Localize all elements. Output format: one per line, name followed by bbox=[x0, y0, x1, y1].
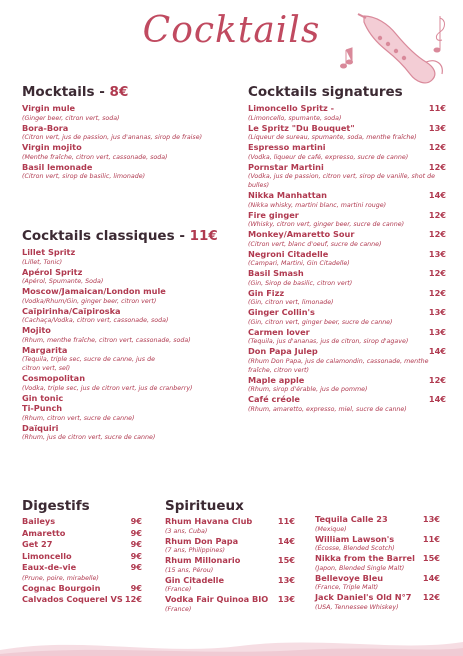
list-item: Negroni Citadelle 13€ (Campari, Martini, Gin Citadelle) bbox=[248, 248, 446, 267]
list-item: Monkey/Amaretto Sour 12€ (Citron vert, blanc d'oeuf, sucre de canne) bbox=[248, 229, 446, 248]
classiques-section bbox=[22, 228, 227, 442]
list-item: Pornstar Martini 12€ (Vodka, jus de passion, citron vert, sirop de vanille, shot de bulles) bbox=[248, 161, 446, 189]
list-item: Rhum Havana Club 11€ (3 ans, Cuba) bbox=[165, 516, 295, 535]
list-item: Gin tonic bbox=[22, 392, 64, 403]
list-item: Virgin mojito (Menthe fraîche, citron vert, cassonade, soda) bbox=[22, 142, 168, 161]
list-item: Nikka from the Barrel 15€ (Japon, Blended Single Malt) bbox=[315, 553, 440, 572]
list-item: Jack Daniel's Old N°7 12€ (USA, Tennessee Whiskey) bbox=[315, 592, 440, 611]
list-item: Calvados Coquerel VS 12€ bbox=[22, 594, 142, 604]
list-item: Bellevoye Bleu 14€ (France, Triple Malt) bbox=[315, 572, 440, 591]
list-item: Espresso martini 12€ (Vodka, liqueur de café, expresso, sucre de canne) bbox=[248, 142, 446, 161]
spiritueux-right-column bbox=[315, 514, 440, 612]
list-item: Limoncello 9€ bbox=[22, 550, 142, 561]
list-item: Bora-Bora (Citron vert, jus de passion, jus d'ananas, sirop de fraise) bbox=[22, 122, 203, 141]
saxophone-icon bbox=[336, 10, 452, 90]
list-item: Tequila Calle 23 13€ (Mexique) bbox=[315, 514, 440, 533]
list-item: Gin Fizz 12€ (Gin, citron vert, limonade) bbox=[248, 287, 446, 306]
list-item: Moscow/Jamaican/London mule (Vodka/Rhum/Gin, ginger beer, citron vert) bbox=[22, 286, 166, 305]
list-item: Rhum Don Papa 14€ (7 ans, Philippines) bbox=[165, 535, 295, 554]
list-item: Basil lemonade (Citron vert, sirop de basilic, limonade) bbox=[22, 161, 146, 180]
list-item: Margarita (Tequila, triple sec, sucre de canne, jus de citron vert, sel) bbox=[22, 344, 155, 372]
list-item: Eaux-de-vie 9€ bbox=[22, 562, 142, 572]
list-item: Fire ginger 12€ (Whisky, citron vert, ginger beer, sucre de canne) bbox=[248, 209, 446, 228]
decorative-wave bbox=[0, 616, 463, 656]
list-item: Le Spritz "Du Bouquet" 13€ (Liqueur de sureau, spumante, soda, menthe fraîche) bbox=[248, 122, 446, 141]
list-item: Maple apple 12€ (Rhum, sirop d'érable, jus de pomme) bbox=[248, 374, 446, 393]
list-item: Gin Citadelle 13€ (France) bbox=[165, 574, 295, 593]
list-item: Limoncello Spritz - 11€ (Limoncello, spumante, soda) bbox=[248, 103, 446, 122]
list-item: Café créole 14€ (Rhum, amaretto, expresso, miel, sucre de canne) bbox=[248, 394, 446, 413]
list-item: Lillet Spritz (Lillet, Tonic) bbox=[22, 247, 76, 266]
digestifs-section: Digestifs Baileys 9€ Amaretto 9€ Get 27 9€ Limoncello 9€ Eaux-de-vie 9€ (Prune, poire, mirabelle) Cognac Bourgoin 9€ Calvados Coquerel VS 12€ bbox=[22, 498, 142, 604]
mocktails-title: Mocktails - 8€ bbox=[22, 84, 129, 100]
spiritueux-section bbox=[165, 498, 295, 614]
list-item: Caïpirinha/Caïpiroska (Cachaça/Vodka, citron vert, cassonade, soda) bbox=[22, 305, 169, 324]
list-item: Rhum Millonario 15€ (15 ans, Pérou) bbox=[165, 555, 295, 574]
list-item: Mojito (Rhum, menthe fraîche, citron vert, cassonade, soda) bbox=[22, 325, 191, 344]
list-item: Daïquiri (Rhum, jus de citron vert, sucre de canne) bbox=[22, 422, 156, 441]
list-item: William Lawson's 11€ (Écosse, Blended Scotch) bbox=[315, 533, 440, 552]
list-item: Amaretto 9€ bbox=[22, 527, 142, 538]
list-item: Vodka Fair Quinoa BIO 13€ (France) bbox=[165, 594, 295, 613]
list-item: Baileys 9€ bbox=[22, 516, 142, 526]
signatures-title: Cocktails signatures bbox=[248, 84, 403, 100]
spiritueux-title: Spiritueux bbox=[165, 498, 244, 514]
digestifs-title: Digestifs bbox=[22, 498, 90, 514]
page-title: Cocktails bbox=[142, 10, 321, 51]
signatures-section bbox=[248, 84, 446, 414]
list-item: Basil Smash 12€ (Gin, Sirop de basilic, citron vert) bbox=[248, 268, 446, 287]
list-item: Cosmopolitan (Vodka, triple sec, jus de citron vert, jus de cranberry) bbox=[22, 373, 193, 392]
classiques-title: Cocktails classiques - 11€ bbox=[22, 228, 218, 244]
list-item: Apérol Spritz (Apérol, Spumante, Soda) bbox=[22, 266, 104, 285]
list-item: Cognac Bourgoin 9€ bbox=[22, 582, 142, 593]
list-item: Ti-Punch (Rhum, citron vert, sucre de canne) bbox=[22, 403, 135, 422]
list-item: Virgin mule (Ginger beer, citron vert, soda) bbox=[22, 103, 120, 122]
list-item: Ginger Collin's 13€ (Gin, citron vert, ginger beer, sucre de canne) bbox=[248, 307, 446, 326]
list-item: Carmen lover 13€ (Tequila, jus d'ananas, jus de citron, sirop d'agave) bbox=[248, 326, 446, 345]
list-item: Get 27 9€ bbox=[22, 539, 142, 549]
mocktails-section bbox=[22, 84, 222, 181]
list-item: Nikka Manhattan 14€ (Nikka whisky, martini blanc, martini rouge) bbox=[248, 190, 446, 209]
list-item: Don Papa Julep 14€ (Rhum Don Papa, jus de calamondin, cassonade, menthe fraîche, citron vert) bbox=[248, 346, 446, 374]
